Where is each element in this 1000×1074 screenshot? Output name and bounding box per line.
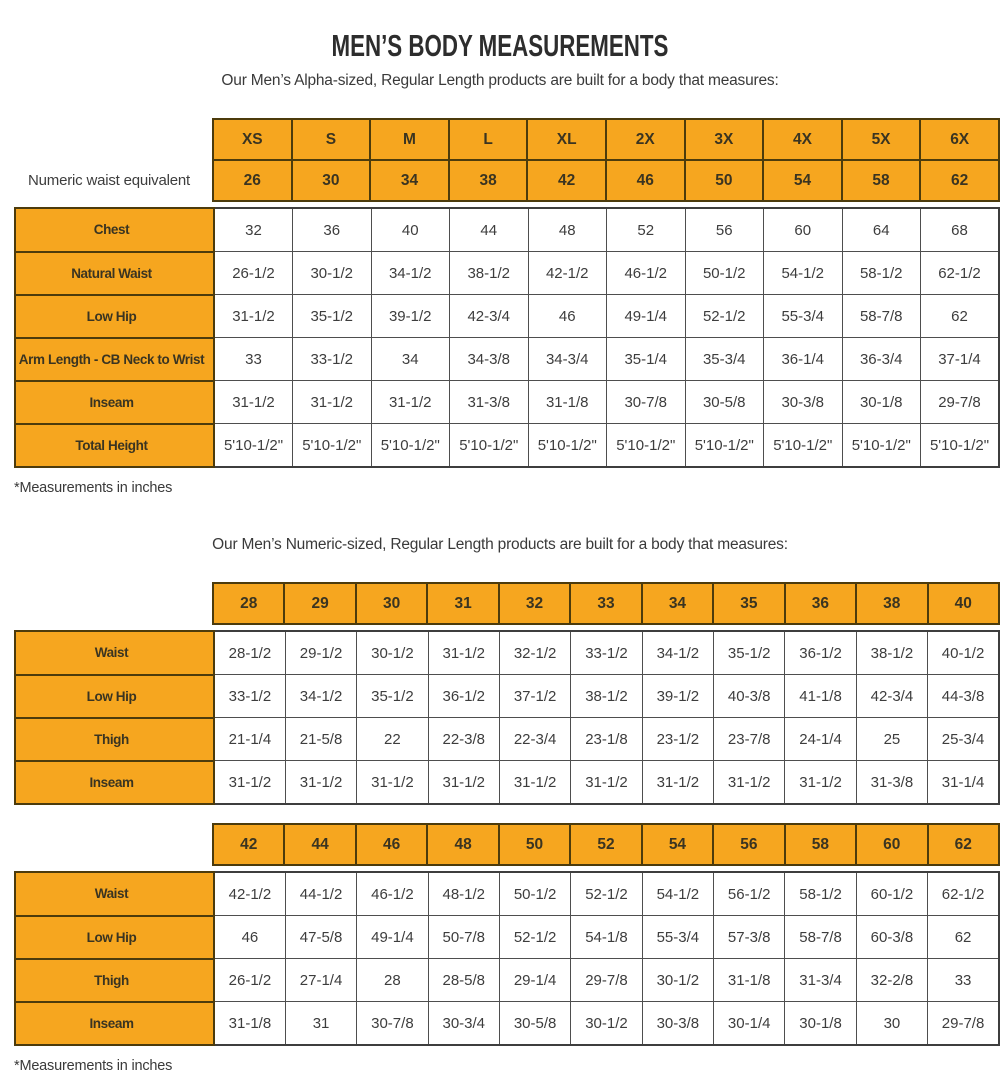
size-header-cell: 56 [713,824,784,865]
value-cell: 35-1/4 [607,338,686,381]
size-header-row [14,824,999,865]
table-row [15,872,999,916]
size-header-cell: 5X [842,119,921,160]
value-cell: 33-1/2 [214,675,285,718]
numeric-subtitle: Our Men’s Numeric-sized, Regular Length products are built for a body that measures: [212,536,788,553]
equivalent-value-cell: 54 [763,160,842,201]
value-cell: 30 [856,1002,927,1046]
value-cell: 29-7/8 [928,1002,999,1046]
value-cell: 42-1/2 [214,872,285,916]
value-cell: 31-1/2 [285,761,356,805]
size-header-cell: 40 [928,583,999,624]
value-cell: 36-3/4 [842,338,921,381]
value-cell: 31-1/2 [428,631,499,675]
table-row [15,208,999,252]
value-cell: 31-1/8 [714,959,785,1002]
alpha-table-body [14,207,1000,468]
value-cell: 39-1/2 [642,675,713,718]
table-row [15,338,999,381]
value-cell: 52-1/2 [685,295,764,338]
value-cell: 32 [214,208,293,252]
value-cell: 46 [214,916,285,959]
value-cell: 60 [764,208,843,252]
row-label: Low Hip [15,295,214,338]
value-cell: 31-1/2 [293,381,372,424]
value-cell: 40 [371,208,450,252]
value-cell: 52-1/2 [571,872,642,916]
row-label: Inseam [15,761,214,805]
equivalent-row [14,160,999,201]
value-cell: 31-3/4 [785,959,856,1002]
table-row [15,959,999,1002]
value-cell: 42-1/2 [528,252,607,295]
value-cell: 34 [371,338,450,381]
value-cell: 28-1/2 [214,631,285,675]
value-cell: 5'10-1/2" [685,424,764,468]
equivalent-value-cell: 30 [292,160,371,201]
value-cell: 54-1/2 [764,252,843,295]
value-cell: 40-3/8 [714,675,785,718]
value-cell: 34-3/8 [450,338,529,381]
size-header-cell: 36 [785,583,856,624]
numeric-table-large-body [14,871,1000,1046]
value-cell: 46-1/2 [357,872,428,916]
page-header [0,0,1000,64]
value-cell: 35-1/2 [714,631,785,675]
value-cell: 36-1/2 [428,675,499,718]
value-cell: 5'10-1/2" [842,424,921,468]
value-cell: 5'10-1/2" [528,424,607,468]
equivalent-value-cell: 46 [606,160,685,201]
value-cell: 60-1/2 [856,872,927,916]
size-header-cell: 3X [685,119,764,160]
row-label: Thigh [15,959,214,1002]
equivalent-value-cell: 26 [213,160,292,201]
value-cell: 55-3/4 [764,295,843,338]
row-label: Inseam [15,1002,214,1046]
table-row [15,1002,999,1046]
size-header-cell: 2X [606,119,685,160]
row-label: Natural Waist [15,252,214,295]
measurements-footnote: *Measurements in inches [14,1058,173,1074]
value-cell: 48-1/2 [428,872,499,916]
value-cell: 5'10-1/2" [921,424,1000,468]
value-cell: 58-1/2 [842,252,921,295]
size-header-cell: 33 [570,583,641,624]
value-cell: 44-3/8 [928,675,999,718]
value-cell: 30-1/8 [842,381,921,424]
value-cell: 58-7/8 [785,916,856,959]
value-cell: 34-3/4 [528,338,607,381]
equivalent-value-cell: 38 [449,160,528,201]
value-cell: 30-7/8 [357,1002,428,1046]
value-cell: 32-2/8 [856,959,927,1002]
row-label: Waist [15,631,214,675]
value-cell: 33 [928,959,999,1002]
table-row [15,381,999,424]
value-cell: 44-1/2 [285,872,356,916]
value-cell: 27-1/4 [285,959,356,1002]
size-header-cell: 30 [356,583,427,624]
size-header-cell: XS [213,119,292,160]
value-cell: 31-3/8 [450,381,529,424]
value-cell: 30-1/4 [714,1002,785,1046]
size-header-cell: 46 [356,824,427,865]
size-header-cell: 60 [856,824,927,865]
table-row [15,761,999,805]
value-cell: 23-1/8 [571,718,642,761]
size-header-row [14,119,999,160]
value-cell: 30-5/8 [685,381,764,424]
size-header-cell: 6X [920,119,999,160]
value-cell: 34-1/2 [285,675,356,718]
size-header-cell: M [370,119,449,160]
value-cell: 5'10-1/2" [764,424,843,468]
value-cell: 31-1/2 [214,381,293,424]
value-cell: 54-1/2 [642,872,713,916]
size-header-cell: L [449,119,528,160]
value-cell: 55-3/4 [642,916,713,959]
value-cell: 21-1/4 [214,718,285,761]
row-label: Chest [15,208,214,252]
value-cell: 58-1/2 [785,872,856,916]
equivalent-value-cell: 58 [842,160,921,201]
value-cell: 36 [293,208,372,252]
row-label: Arm Length - CB Neck to Wrist [15,338,214,381]
value-cell: 62 [928,916,999,959]
equivalent-value-cell: 62 [920,160,999,201]
value-cell: 31-3/8 [856,761,927,805]
value-cell: 5'10-1/2" [607,424,686,468]
size-header-row [14,583,999,624]
row-label: Total Height [15,424,214,468]
value-cell: 25 [856,718,927,761]
alpha-subtitle: Our Men’s Alpha-sized, Regular Length products are built for a body that measures: [221,72,779,89]
value-cell: 31-1/2 [214,295,293,338]
equivalent-value-cell: 50 [685,160,764,201]
value-cell: 52 [607,208,686,252]
size-header-cell: XL [527,119,606,160]
size-header-cell: 48 [427,824,498,865]
value-cell: 29-7/8 [921,381,1000,424]
value-cell: 31-1/2 [214,761,285,805]
value-cell: 31-1/8 [528,381,607,424]
size-header-cell: 29 [284,583,355,624]
value-cell: 5'10-1/2" [293,424,372,468]
row-label: Low Hip [15,675,214,718]
value-cell: 33 [214,338,293,381]
value-cell: 30-7/8 [607,381,686,424]
table-row [15,916,999,959]
value-cell: 28 [357,959,428,1002]
value-cell: 52-1/2 [499,916,570,959]
value-cell: 24-1/4 [785,718,856,761]
value-cell: 46 [528,295,607,338]
value-cell: 38-1/2 [450,252,529,295]
row-label: Waist [15,872,214,916]
value-cell: 41-1/8 [785,675,856,718]
value-cell: 26-1/2 [214,959,285,1002]
size-header-cell: 35 [713,583,784,624]
numeric-table-large-header-strip [14,823,1000,866]
size-header-cell: 38 [856,583,927,624]
value-cell: 31-1/2 [571,761,642,805]
value-cell: 30-1/2 [293,252,372,295]
value-cell: 58-7/8 [842,295,921,338]
value-cell: 31-1/4 [928,761,999,805]
value-cell: 35-1/2 [293,295,372,338]
value-cell: 31-1/2 [357,761,428,805]
value-cell: 42-3/4 [450,295,529,338]
value-cell: 22 [357,718,428,761]
value-cell: 23-1/2 [642,718,713,761]
value-cell: 31-1/2 [499,761,570,805]
value-cell: 46-1/2 [607,252,686,295]
alpha-table-header-strip [14,118,1000,202]
value-cell: 31-1/2 [714,761,785,805]
value-cell: 50-1/2 [499,872,570,916]
size-header-cell: 58 [785,824,856,865]
value-cell: 29-7/8 [571,959,642,1002]
size-header-cell: 54 [642,824,713,865]
numeric-table-small-body [14,630,1000,805]
measurements-footnote: *Measurements in inches [14,480,173,496]
size-header-cell: 52 [570,824,641,865]
value-cell: 38-1/2 [856,631,927,675]
value-cell: 37-1/2 [499,675,570,718]
value-cell: 38-1/2 [571,675,642,718]
value-cell: 50-1/2 [685,252,764,295]
table-row [15,252,999,295]
row-label: Inseam [15,381,214,424]
row-label: Thigh [15,718,214,761]
value-cell: 47-5/8 [285,916,356,959]
size-header-cell: 28 [213,583,284,624]
size-header-cell: S [292,119,371,160]
equivalent-value-cell: 42 [527,160,606,201]
value-cell: 62-1/2 [921,252,1000,295]
value-cell: 60-3/8 [856,916,927,959]
value-cell: 49-1/4 [357,916,428,959]
size-header-cell: 62 [928,824,999,865]
value-cell: 30-3/8 [764,381,843,424]
table-row [15,295,999,338]
numeric-table-small-header-strip [14,582,1000,625]
value-cell: 30-1/2 [571,1002,642,1046]
value-cell: 30-1/8 [785,1002,856,1046]
size-header-cell: 44 [284,824,355,865]
value-cell: 5'10-1/2" [214,424,293,468]
value-cell: 54-1/8 [571,916,642,959]
numeric-size-table-large [0,823,1000,1046]
corner-spacer [14,119,213,160]
value-cell: 30-5/8 [499,1002,570,1046]
value-cell: 34-1/2 [642,631,713,675]
value-cell: 5'10-1/2" [450,424,529,468]
value-cell: 31 [285,1002,356,1046]
value-cell: 31-1/2 [785,761,856,805]
table-row [15,675,999,718]
size-header-cell: 42 [213,824,284,865]
value-cell: 49-1/4 [607,295,686,338]
value-cell: 30-1/2 [642,959,713,1002]
value-cell: 44 [450,208,529,252]
size-header-cell: 4X [763,119,842,160]
value-cell: 35-3/4 [685,338,764,381]
value-cell: 31-1/2 [642,761,713,805]
value-cell: 28-5/8 [428,959,499,1002]
value-cell: 36-1/4 [764,338,843,381]
size-header-cell: 34 [642,583,713,624]
value-cell: 23-7/8 [714,718,785,761]
value-cell: 62-1/2 [928,872,999,916]
equivalent-value-cell: 34 [370,160,449,201]
value-cell: 29-1/2 [285,631,356,675]
page-title: MEN’S BODY MEASUREMENTS [331,28,669,63]
value-cell: 22-3/4 [499,718,570,761]
size-header-cell: 50 [499,824,570,865]
value-cell: 37-1/4 [921,338,1000,381]
value-cell: 34-1/2 [371,252,450,295]
corner-spacer [14,824,213,865]
value-cell: 22-3/8 [428,718,499,761]
equivalent-row-label: Numeric waist equivalent [14,160,213,201]
numeric-size-table-small [0,582,1000,805]
value-cell: 30-3/8 [642,1002,713,1046]
value-cell: 31-1/2 [428,761,499,805]
value-cell: 64 [842,208,921,252]
value-cell: 57-3/8 [714,916,785,959]
value-cell: 68 [921,208,1000,252]
value-cell: 56-1/2 [714,872,785,916]
value-cell: 39-1/2 [371,295,450,338]
value-cell: 21-5/8 [285,718,356,761]
value-cell: 33-1/2 [571,631,642,675]
value-cell: 33-1/2 [293,338,372,381]
value-cell: 32-1/2 [499,631,570,675]
size-header-cell: 31 [427,583,498,624]
value-cell: 62 [921,295,1000,338]
row-label: Low Hip [15,916,214,959]
value-cell: 35-1/2 [357,675,428,718]
value-cell: 29-1/4 [499,959,570,1002]
table-row [15,424,999,468]
table-row [15,718,999,761]
value-cell: 26-1/2 [214,252,293,295]
value-cell: 30-1/2 [357,631,428,675]
value-cell: 40-1/2 [928,631,999,675]
value-cell: 30-3/4 [428,1002,499,1046]
value-cell: 25-3/4 [928,718,999,761]
table-row [15,631,999,675]
corner-spacer [14,583,213,624]
alpha-size-table [0,118,1000,468]
value-cell: 31-1/2 [371,381,450,424]
size-header-cell: 32 [499,583,570,624]
value-cell: 56 [685,208,764,252]
value-cell: 31-1/8 [214,1002,285,1046]
value-cell: 42-3/4 [856,675,927,718]
value-cell: 48 [528,208,607,252]
value-cell: 36-1/2 [785,631,856,675]
value-cell: 50-7/8 [428,916,499,959]
value-cell: 5'10-1/2" [371,424,450,468]
